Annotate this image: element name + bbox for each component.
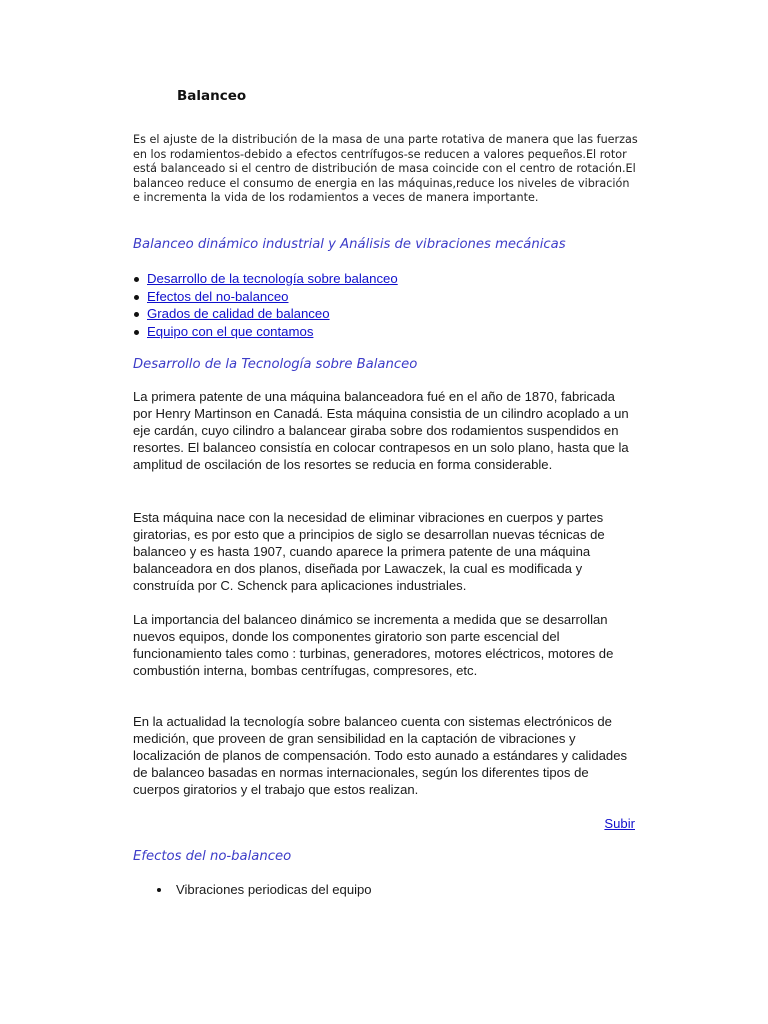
list-item: Vibraciones periodicas del equipo [133,881,372,898]
link-desarrollo-tecnologia[interactable]: Desarrollo de la tecnología sobre balanceo [147,271,398,286]
list-item [133,323,398,341]
body-paragraph: Esta máquina nace con la necesidad de eliminar vibraciones en cuerpos y partes giratorias, es por esto que a principios de siglo se desarrollan nuevas técnicas de balanceo y es hasta 1907, cuando aparece la primera patente de una máquina balanceadora en dos planos, diseñada por Lawaczek, la cual es modificada y construída por C. Schenck para aplicaciones industriales. [133,510,605,593]
link-grados-calidad[interactable]: Grados de calidad de balanceo [147,306,330,321]
section-heading-desarrollo: Desarrollo de la Tecnología sobre Balanceo [133,357,418,372]
back-to-top-link[interactable]: Subir [604,816,635,831]
effects-list [133,881,372,898]
body-paragraph: La importancia del balanceo dinámico se incrementa a medida que se desarrollan nuevos equipos, donde los componentes giratorio son parte escencial del funcionamiento tales como : turbinas, generadores, motores eléctricos, motores de combustión interna, bombas centrífugas, compresores, etc. [133,612,614,678]
section-heading-balanceo-dinamico: Balanceo dinámico industrial y Análisis de vibraciones mecánicas [133,237,566,252]
page-title: Balanceo [177,88,247,104]
section-link-list [133,270,398,340]
list-item [133,305,398,323]
intro-paragraph: Es el ajuste de la distribución de la masa de una parte rotativa de manera que las fuerzas en los rodamientos-debido a efectos centrífugos-se reducen a valores pequeños.El rotor está balanceado si el centro de distribución de masa coincide con el centro de rotación.El balanceo reduce el consumo de energia en las máquinas,reduce los niveles de vibración e incrementa la vida de los rodamientos a veces de manera importante. [133,133,638,205]
body-paragraph: En la actualidad la tecnología sobre balanceo cuenta con sistemas electrónicos de medición, que proveen de gran sensibilidad en la captación de vibraciones y localización de planos de compensación. Todo esto aunado a estándares y calidades de balanceo basadas en normas internacionales, según los diferentes tipos de cuerpos giratorios y el trabajo que estos realizan. [133,714,628,797]
list-item [133,288,398,306]
list-item [133,270,398,288]
link-efectos-no-balanceo[interactable]: Efectos del no-balanceo [147,288,289,304]
section-heading-efectos: Efectos del no-balanceo [133,849,292,864]
body-paragraph: La primera patente de una máquina balanceadora fué en el año de 1870, fabricada por Henry Martinson en Canadá. Esta máquina consistia de un cilindro acoplado a un eje cardán, cuyo cilindro a balancear giraba sobre dos rodamientos suspendidos en resortes. El balanceo consistía en colocar contrapesos en un solo plano, hasta que la amplitud de oscilación de los resortes se reducia en forma considerable. [133,389,629,472]
link-equipo[interactable]: Equipo con el que contamos [147,323,314,339]
